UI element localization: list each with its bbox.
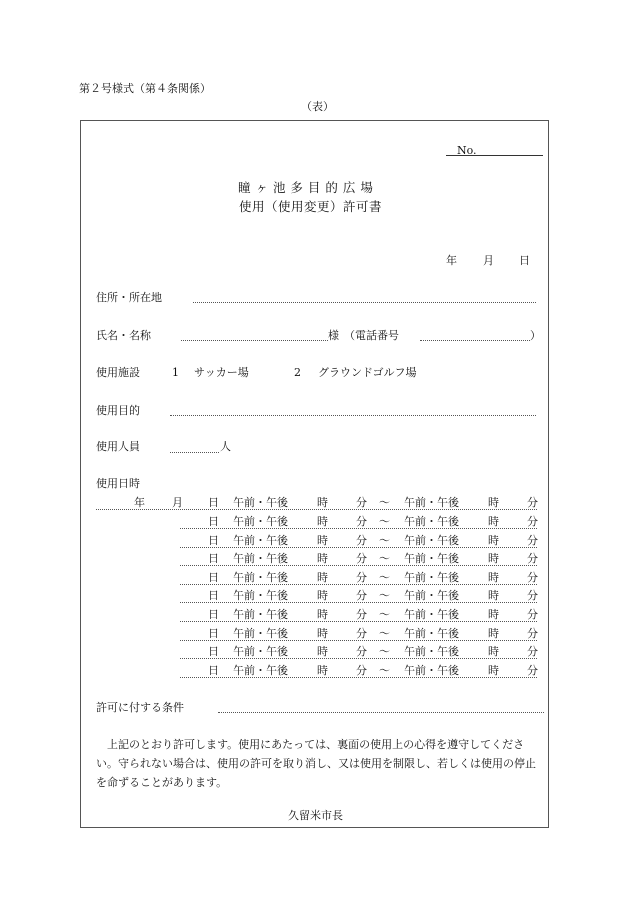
datetime-day-label: 日 bbox=[208, 534, 219, 547]
facility-label: 使用施設 bbox=[96, 366, 140, 379]
datetime-start-ampm-label: 午前・午後 bbox=[233, 552, 288, 565]
datetime-end-hour-label: 時 bbox=[488, 552, 499, 565]
datetime-end-minute-label: 分 bbox=[527, 589, 538, 602]
datetime-row bbox=[0, 535, 630, 549]
datetime-end-ampm-label: 午前・午後 bbox=[404, 645, 459, 658]
datetime-end-minute-label: 分 bbox=[527, 608, 538, 621]
datetime-start-minute-label: 分 bbox=[356, 608, 367, 621]
datetime-start-hour-label: 時 bbox=[317, 627, 328, 640]
datetime-start-ampm-label: 午前・午後 bbox=[233, 664, 288, 677]
people-field[interactable] bbox=[170, 452, 219, 453]
no-field[interactable] bbox=[446, 155, 543, 156]
datetime-day-label: 日 bbox=[208, 645, 219, 658]
datetime-end-minute-label: 分 bbox=[527, 627, 538, 640]
datetime-start-ampm-label: 午前・午後 bbox=[233, 515, 288, 528]
datetime-row-field[interactable] bbox=[180, 547, 537, 548]
datetime-row-field[interactable] bbox=[180, 677, 537, 678]
datetime-end-ampm-label: 午前・午後 bbox=[404, 608, 459, 621]
datetime-end-hour-label: 時 bbox=[488, 664, 499, 677]
datetime-start-minute-label: 分 bbox=[356, 664, 367, 677]
datetime-end-minute-label: 分 bbox=[527, 664, 538, 677]
datetime-row-field[interactable] bbox=[180, 658, 537, 659]
datetime-range-tilde: ～ bbox=[379, 627, 390, 640]
datetime-end-minute-label: 分 bbox=[527, 515, 538, 528]
datetime-start-ampm-label: 午前・午後 bbox=[233, 534, 288, 547]
datetime-end-ampm-label: 午前・午後 bbox=[404, 627, 459, 640]
purpose-field[interactable] bbox=[170, 415, 536, 416]
datetime-day-label: 日 bbox=[208, 515, 219, 528]
purpose-label: 使用目的 bbox=[96, 404, 140, 417]
datetime-range-tilde: ～ bbox=[379, 608, 390, 621]
datetime-start-minute-label: 分 bbox=[356, 589, 367, 602]
datetime-end-ampm-label: 午前・午後 bbox=[404, 589, 459, 602]
phone-close-paren: ） bbox=[530, 329, 541, 342]
datetime-range-tilde: ～ bbox=[379, 589, 390, 602]
datetime-start-ampm-label: 午前・午後 bbox=[233, 627, 288, 640]
datetime-start-hour-label: 時 bbox=[317, 552, 328, 565]
permit-form-frame bbox=[80, 120, 549, 828]
address-label: 住所・所在地 bbox=[96, 291, 162, 304]
datetime-row-field[interactable] bbox=[180, 565, 537, 566]
datetime-start-hour-label: 時 bbox=[317, 496, 328, 509]
datetime-end-hour-label: 時 bbox=[488, 515, 499, 528]
form-title-line2: 使用（使用変更）許可書 bbox=[239, 199, 383, 214]
datetime-row bbox=[0, 497, 630, 511]
datetime-start-hour-label: 時 bbox=[317, 589, 328, 602]
datetime-start-ampm-label: 午前・午後 bbox=[233, 571, 288, 584]
name-field[interactable] bbox=[181, 340, 328, 341]
permit-notice-text: 上記のとおり許可します。使用にあたっては、裏面の使用上の心得を遵守してください。守られない場合は、使用の許可を取り消し、又は使用を制限し、若しくは使用の停止を命ずることがあります。 bbox=[96, 738, 536, 789]
datetime-start-hour-label: 時 bbox=[317, 645, 328, 658]
issuer-label: 久留米市長 bbox=[288, 809, 343, 822]
datetime-row-field[interactable] bbox=[180, 640, 537, 641]
datetime-end-minute-label: 分 bbox=[527, 571, 538, 584]
datetime-row bbox=[0, 665, 630, 679]
datetime-start-ampm-label: 午前・午後 bbox=[233, 608, 288, 621]
datetime-row bbox=[0, 516, 630, 530]
datetime-range-tilde: ～ bbox=[379, 534, 390, 547]
address-field[interactable] bbox=[193, 302, 536, 303]
facility-option-ground-golf[interactable]: グラウンドゴルフ場 bbox=[318, 366, 417, 379]
datetime-start-minute-label: 分 bbox=[356, 627, 367, 640]
datetime-end-hour-label: 時 bbox=[488, 589, 499, 602]
form-title-line1: 瞳 ヶ 池 多 目 的 広 場 bbox=[238, 180, 374, 195]
datetime-end-hour-label: 時 bbox=[488, 496, 499, 509]
facility-option-soccer[interactable]: サッカー場 bbox=[194, 366, 249, 379]
datetime-range-tilde: ～ bbox=[379, 552, 390, 565]
datetime-day-label: 日 bbox=[208, 589, 219, 602]
datetime-start-hour-label: 時 bbox=[317, 534, 328, 547]
datetime-row bbox=[0, 609, 630, 623]
datetime-row bbox=[0, 590, 630, 604]
datetime-end-ampm-label: 午前・午後 bbox=[404, 571, 459, 584]
datetime-end-hour-label: 時 bbox=[488, 627, 499, 640]
conditions-label: 許可に付する条件 bbox=[96, 701, 184, 714]
datetime-month-label: 月 bbox=[172, 496, 183, 509]
people-label: 使用人員 bbox=[96, 440, 140, 453]
datetime-end-ampm-label: 午前・午後 bbox=[404, 496, 459, 509]
date-day-label: 日 bbox=[519, 254, 530, 267]
datetime-start-hour-label: 時 bbox=[317, 515, 328, 528]
datetime-end-hour-label: 時 bbox=[488, 645, 499, 658]
datetime-end-ampm-label: 午前・午後 bbox=[404, 534, 459, 547]
datetime-end-ampm-label: 午前・午後 bbox=[404, 515, 459, 528]
datetime-end-ampm-label: 午前・午後 bbox=[404, 664, 459, 677]
datetime-start-minute-label: 分 bbox=[356, 552, 367, 565]
no-label: No. bbox=[457, 144, 477, 157]
datetime-end-hour-label: 時 bbox=[488, 571, 499, 584]
datetime-start-minute-label: 分 bbox=[356, 515, 367, 528]
datetime-day-label: 日 bbox=[208, 496, 219, 509]
conditions-field[interactable] bbox=[218, 712, 544, 713]
datetime-end-ampm-label: 午前・午後 bbox=[404, 552, 459, 565]
phone-label: （電話番号 bbox=[344, 329, 399, 342]
datetime-row-field[interactable] bbox=[180, 602, 537, 603]
facility-option-2-number: 2 bbox=[294, 366, 301, 379]
datetime-day-label: 日 bbox=[208, 552, 219, 565]
datetime-range-tilde: ～ bbox=[379, 496, 390, 509]
front-side-label: （表） bbox=[301, 100, 334, 113]
datetime-start-hour-label: 時 bbox=[317, 571, 328, 584]
datetime-end-minute-label: 分 bbox=[527, 496, 538, 509]
datetime-day-label: 日 bbox=[208, 627, 219, 640]
datetime-day-label: 日 bbox=[208, 664, 219, 677]
datetime-day-label: 日 bbox=[208, 608, 219, 621]
datetime-row bbox=[0, 646, 630, 660]
datetime-row-field[interactable] bbox=[180, 584, 537, 585]
datetime-row-field[interactable] bbox=[96, 509, 537, 510]
datetime-start-hour-label: 時 bbox=[317, 608, 328, 621]
datetime-label: 使用日時 bbox=[96, 477, 140, 490]
form-number-label: 第２号様式（第４条関係） bbox=[79, 82, 211, 95]
datetime-year-label: 年 bbox=[134, 496, 145, 509]
phone-field[interactable] bbox=[420, 340, 530, 341]
datetime-range-tilde: ～ bbox=[379, 571, 390, 584]
datetime-start-minute-label: 分 bbox=[356, 571, 367, 584]
sama-label: 様 bbox=[328, 329, 339, 342]
datetime-range-tilde: ～ bbox=[379, 645, 390, 658]
datetime-start-minute-label: 分 bbox=[356, 645, 367, 658]
datetime-end-hour-label: 時 bbox=[488, 608, 499, 621]
datetime-end-hour-label: 時 bbox=[488, 534, 499, 547]
datetime-row bbox=[0, 572, 630, 586]
datetime-start-hour-label: 時 bbox=[317, 664, 328, 677]
datetime-row bbox=[0, 628, 630, 642]
datetime-end-minute-label: 分 bbox=[527, 552, 538, 565]
datetime-end-minute-label: 分 bbox=[527, 534, 538, 547]
date-month-label: 月 bbox=[483, 254, 494, 267]
datetime-row bbox=[0, 553, 630, 567]
facility-option-1-number: 1 bbox=[172, 366, 179, 379]
datetime-range-tilde: ～ bbox=[379, 664, 390, 677]
datetime-start-minute-label: 分 bbox=[356, 534, 367, 547]
datetime-start-ampm-label: 午前・午後 bbox=[233, 496, 288, 509]
datetime-day-label: 日 bbox=[208, 571, 219, 584]
datetime-row-field[interactable] bbox=[180, 621, 537, 622]
datetime-row-field[interactable] bbox=[180, 528, 537, 529]
date-year-label: 年 bbox=[446, 254, 457, 267]
datetime-start-minute-label: 分 bbox=[356, 496, 367, 509]
name-label: 氏名・名称 bbox=[96, 329, 151, 342]
datetime-range-tilde: ～ bbox=[379, 515, 390, 528]
datetime-end-minute-label: 分 bbox=[527, 645, 538, 658]
datetime-start-ampm-label: 午前・午後 bbox=[233, 589, 288, 602]
datetime-start-ampm-label: 午前・午後 bbox=[233, 645, 288, 658]
people-unit-label: 人 bbox=[220, 440, 231, 453]
